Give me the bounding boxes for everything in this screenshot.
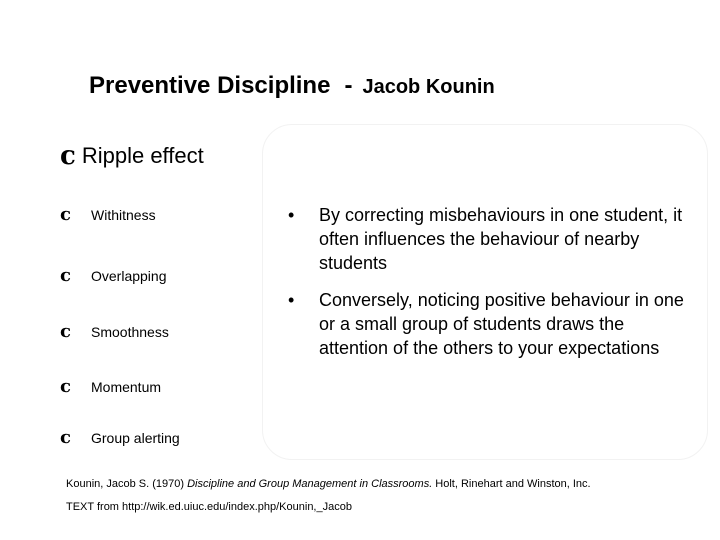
bullet-icon: c: [60, 321, 71, 342]
sub-item-label: Overlapping: [91, 268, 167, 284]
main-list-item: [60, 143, 204, 169]
point-text: Conversely, noticing positive behaviour in one or a small group of students draws the attention of the others to your expectations: [319, 290, 684, 358]
sub-list-item-group-alerting: [60, 429, 180, 447]
sub-list-item-momentum: [60, 378, 161, 396]
title-main: Preventive Discipline: [89, 72, 331, 99]
point-bullet: •: [288, 290, 295, 310]
sub-list-item-withitness: [60, 206, 156, 224]
sub-list-item-overlapping: [60, 267, 167, 285]
citation-book-title: Discipline and Group Management in Classrooms.: [187, 478, 433, 490]
citation: [66, 478, 591, 490]
sub-item-label: Withitness: [91, 207, 156, 223]
sub-item-label: Momentum: [91, 379, 162, 395]
slide-title: [89, 72, 495, 100]
title-separator: -: [344, 72, 353, 99]
bullet-icon: c: [60, 265, 71, 286]
sub-item-label: Group alerting: [91, 430, 180, 446]
point-bullet: •: [288, 205, 295, 225]
bullet-icon: c: [60, 204, 71, 225]
citation-suffix: Holt, Rinehart and Winston, Inc.: [432, 478, 591, 490]
sub-item-label: Smoothness: [91, 324, 169, 340]
title-author: Jacob Kounin: [362, 76, 495, 98]
source-note: TEXT from http://wik.ed.uiuc.edu/index.php/Kounin,_Jacob: [66, 501, 352, 513]
bullet-icon: c: [60, 376, 71, 397]
point-text: By correcting misbehaviours in one student, it often influences the behaviour of nearby students: [319, 205, 683, 273]
citation-prefix: Kounin, Jacob S. (1970): [66, 478, 188, 490]
ripple-effect-label: Ripple effect: [81, 143, 204, 168]
ripple-point: [288, 203, 688, 275]
sub-list-item-smoothness: [60, 323, 169, 341]
bullet-icon: c: [60, 427, 71, 448]
bullet-icon: c: [60, 141, 76, 171]
ripple-point: [288, 288, 698, 360]
